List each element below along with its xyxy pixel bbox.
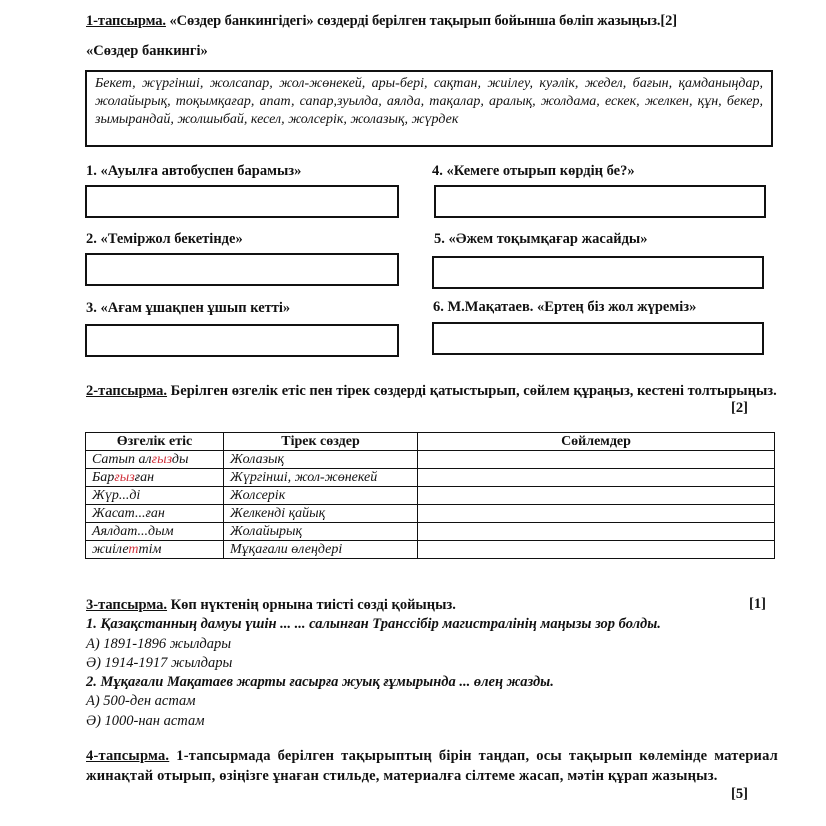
table-row <box>86 487 775 505</box>
support-cell: Жолсерік <box>224 487 418 505</box>
task1-score: [2] <box>660 13 678 29</box>
table-row <box>86 451 775 469</box>
verbs-table <box>85 432 775 559</box>
verb-text: ды <box>171 452 189 467</box>
verb-text: Жүр...ді <box>92 488 141 503</box>
task4-label: 4-тапсырма. <box>86 748 170 764</box>
task3-score: [1] <box>749 596 766 612</box>
support-cell: Жолайырық <box>224 523 418 541</box>
task3-heading <box>86 596 778 615</box>
verb-cell <box>86 505 224 523</box>
topic-1-label: 1. «Ауылға автобуспен барамыз» <box>86 163 302 179</box>
verb-cell <box>86 487 224 505</box>
task3-instruction: Көп нүктенің орнына тиісті сөзді қойыңыз. <box>167 597 456 613</box>
topic-3-label: 3. «Ағам ұшақпен ұшып кетті» <box>86 300 291 316</box>
support-cell: Мұқағали өлеңдері <box>224 541 418 559</box>
support-cell: Жолазық <box>224 451 418 469</box>
word-bank-box: Бекет, жүргінші, жолсапар, жол-жөнекей, ары-бері, сақтан, жиілеу, куәлік, жедел, бағын, қамданыңдар, жолайырық, тоқымқағар, апат, сапар,зуылда, аялда, тақалар, аралық, жолдама, ескек, желкен, құн, бекер, зымырандай, жолшыбай, кесел, жолсерік, жолазық, жүрдек <box>85 70 773 147</box>
verb-text: жиіле <box>92 542 129 557</box>
topic-6-answer-box[interactable] <box>432 322 764 355</box>
table-row <box>86 505 775 523</box>
verb-cell <box>86 541 224 559</box>
verb-text: ған <box>134 470 155 485</box>
topic-1-answer-box[interactable] <box>85 185 399 218</box>
header-causative-verb: Өзгелік етіс <box>86 433 224 451</box>
sentence-cell[interactable] <box>418 523 775 541</box>
verb-suffix-highlight: т <box>128 542 139 557</box>
task3-question-2: 2. Мұқағали Мақатаев жарты ғасырға жуық ғұмырында ... өлең жазды. <box>86 674 554 691</box>
topic-4-label: 4. «Кемеге отырып көрдің бе?» <box>432 163 635 179</box>
table-row <box>86 523 775 541</box>
verb-text: тім <box>138 542 162 557</box>
task2-instruction: Берілген өзгелік етіс пен тірек сөздерді қатыстырып, сөйлем құраңыз, кестені толтырыңыз. <box>167 383 777 399</box>
task2-heading <box>86 382 778 400</box>
task2-score: [2] <box>731 400 748 416</box>
table-header-row <box>86 433 775 451</box>
task1-instruction: «Сөздер банкингідегі» сөздерді берілген тақырып бойынша бөліп жазыңыз. <box>165 13 661 29</box>
header-support-words: Тірек сөздер <box>224 433 418 451</box>
verb-cell <box>86 451 224 469</box>
task1-heading <box>86 12 786 30</box>
table-row <box>86 541 775 559</box>
topic-5-label: 5. «Әжем тоқымқағар жасайды» <box>434 231 648 247</box>
task1-label: 1-тапсырма. <box>86 13 166 29</box>
word-bank-title: «Сөздер банкингі» <box>86 43 208 59</box>
task3-q2-option-a[interactable]: А) 500-ден астам <box>86 693 196 710</box>
topic-5-answer-box[interactable] <box>432 256 764 289</box>
sentence-cell[interactable] <box>418 451 775 469</box>
support-cell: Желкенді қайық <box>224 505 418 523</box>
task3-q2-option-b[interactable]: Ә) 1000-нан астам <box>86 712 205 729</box>
task2-label: 2-тапсырма. <box>86 383 168 399</box>
topic-4-answer-box[interactable] <box>434 185 766 218</box>
table-row <box>86 469 775 487</box>
sentence-cell[interactable] <box>418 541 775 559</box>
sentence-cell[interactable] <box>418 487 775 505</box>
topic-2-label: 2. «Теміржол бекетінде» <box>86 231 243 247</box>
task3-section <box>86 596 778 731</box>
verb-text: Жасат...ған <box>92 506 165 521</box>
task3-q1-option-b[interactable]: Ә) 1914-1917 жылдары <box>86 654 233 671</box>
task3-q1-option-a[interactable]: А) 1891-1896 жылдары <box>86 635 232 652</box>
sentence-cell[interactable] <box>418 469 775 487</box>
verb-cell <box>86 523 224 541</box>
support-cell: Жүргінші, жол-жөнекей <box>224 469 418 487</box>
task3-label: 3-тапсырма. <box>86 597 168 613</box>
verb-text: Бар <box>92 470 115 485</box>
verb-cell <box>86 469 224 487</box>
topic-3-answer-box[interactable] <box>85 324 399 357</box>
verb-suffix-highlight: ғыз <box>151 452 172 467</box>
task4-instruction: 1-тапсырмада берілген тақырыптың бірін таңдап, осы тақырып көлемінде материал жинақтай отырып, өзіңізге ұнаған стильде, материалға сілтеме жасап, мәтін құрап жазыңыз. <box>86 748 778 784</box>
header-sentences: Сөйлемдер <box>418 433 775 451</box>
topic-6-label: 6. М.Мақатаев. «Ертең біз жол жүреміз» <box>433 299 697 315</box>
topic-2-answer-box[interactable] <box>85 253 399 286</box>
verb-text: Сатып ал <box>92 452 152 467</box>
sentence-cell[interactable] <box>418 505 775 523</box>
task4-score: [5] <box>731 786 748 802</box>
verb-text: Аялдат...дым <box>92 524 174 539</box>
task3-question-1: 1. Қазақстанның дамуы үшін ... ... салынған Транссібір магистралінің маңызы зор болды. <box>86 616 661 633</box>
verb-suffix-highlight: ғыз <box>114 470 135 485</box>
task4-heading <box>86 747 778 786</box>
